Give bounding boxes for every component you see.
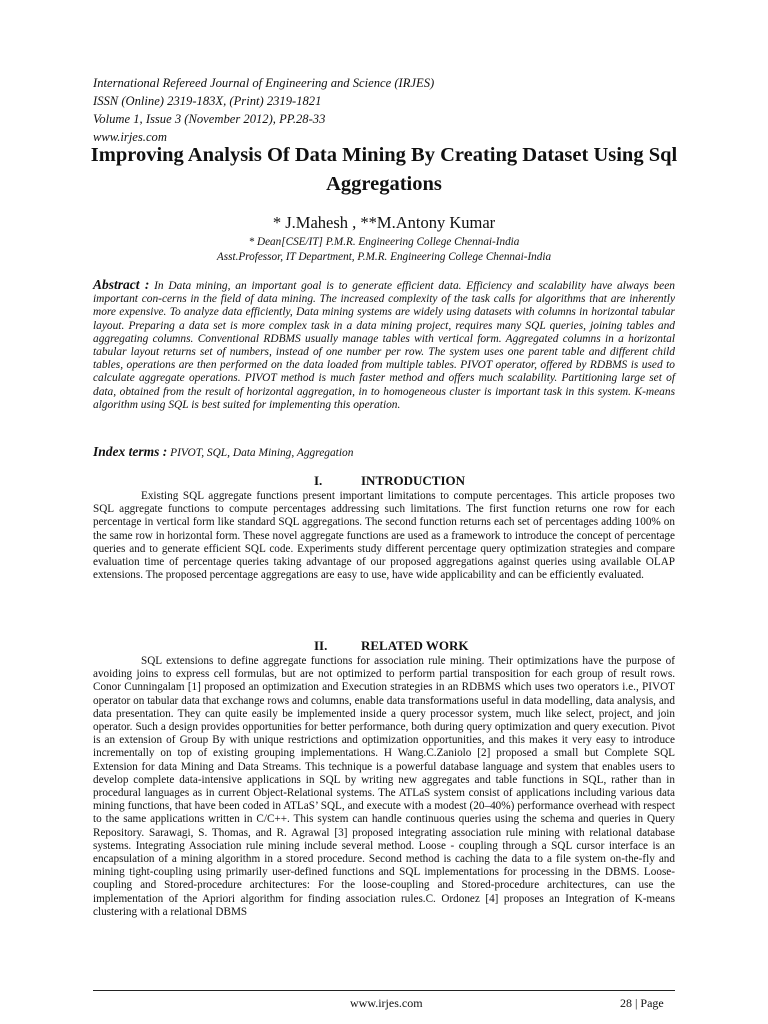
index-terms-label: Index terms : [93, 444, 168, 459]
page-number: 28 | Page [620, 996, 664, 1010]
affiliation-2: Asst.Professor, IT Department, P.M.R. Engineering College Chennai-India [216, 251, 552, 263]
journal-header [93, 74, 693, 146]
introduction-paragraph: Existing SQL aggregate functions present important limitations to compute percentages. This article proposes two SQL aggregate functions to compute percentages addressing such limitations. The first function returns one row for each percentage in vertical form like standard SQL aggregations. The second function returns each set of percentages adding 100% on the same row in horizontal form. These novel aggregate functions are used as a framework to introduce the concept of percentage queries and to generate efficient SQL code. Experiments study different percentage query optimization strategies and compare evaluation time of percentage queries taking advantage of our proposed aggregations against queries using available OLAP extensions. The proposed percentage aggregations are easy to use, have wide applicability and can be efficiently evaluated. [93, 490, 675, 582]
journal-name: International Refereed Journal of Engineering and Science (IRJES) [93, 76, 435, 90]
abstract-label: Abstract : [93, 277, 150, 292]
author-affiliations [80, 235, 688, 265]
related-work-paragraph: SQL extensions to define aggregate functions for association rule mining. Their optimizations have the purpose of avoiding joins to express cell formulas, but are not optimized to perform partial transposition for each group of result rows. Conor Cunningalam [1] proposed an optimization and Execution strategies in an RDBMS which uses two operators i.e., PIVOT operator on tabular data that exchange rows and columns, enable data transformations useful in data modelling, data analysis, and data presentation. They can quite easily be implemented inside a query processor system, much like select, project, and join operator. Such a design provides opportunities for better performance, both during query optimization and query execution. Pivot is an extension of Group By with unique restrictions and optimization opportunities, and this makes it very easy to introduce incrementally on top of existing grouping implementations. H Wang.C.Zaniolo [2] proposed a small but Complete SQL Extension for data Mining and Data Streams. This technique is a powerful database language and system that enables users to develop complete data-intensive applications in SQL by writing new aggregates and table functions in SQL, rather than in procedural languages as in current Object-Relational systems. The ATLaS system consist of applications including various data mining functions, that have been coded in ATLaS’ SQL, and execute with a modest (20–40%) performance overhead with respect to the same applications written in C/C++. This system can handle continuous queries using the schema and queries in Query Repository. Sarawagi, S. Thomas, and R. Agrawal [3] proposed integrating association rule mining with relational database systems. Integrating Association rule mining include several method. Loose - coupling through a SQL cursor interface is an encapsulation of a mining algorithm in a stored procedure. Second method is caching the data to a file system on-the-fly and mining tight-coupling using primarily user-defined functions and SQL implementations for processing in the DBMS. Loose-coupling and Stored-procedure architectures: For the loose-coupling and Stored-procedure architectures, can use the implementation of the Apriori algorithm for finding association rules.C. Ordonez [4] proposes an Integration of K-means clustering with a relational DBMS [93, 655, 675, 918]
footer-url: www.irjes.com [350, 996, 423, 1010]
journal-website: www.irjes.com [93, 130, 167, 144]
section-number: I. [314, 473, 323, 488]
footer-divider [93, 990, 675, 991]
abstract-text: In Data mining, an important goal is to generate efficient data. Efficiency and scalability have always been important con-cerns in the field of data mining. The increased complexity of the task calls for algorithms that are inherently more expensive. To analyze data efficiently, Data mining systems are widely using datasets with columns in horizontal tabular layout. Preparing a data set is more complex task in a data mining project, requires many SQL queries, joining tables and aggregating columns. Conventional RDBMS usually manage tables with vertical form. Aggregated columns in a horizontal tabular layout returns set of numbers, instead of one number per row. The system uses one parent table and different child tables, operations are then performed on the data loaded from multiple tables. PIVOT operator, offered by RDBMS is used to calculate aggregate operations. PIVOT method is much faster method and offers much scalability. Partitioning large set of data, obtained from the result of horizontal aggregation, in to homogeneous cluster is important task in this system. K-means algorithm using SQL is best suited for implementing this operation. [93, 280, 675, 411]
section-title: RELATED WORK [361, 638, 469, 653]
index-terms-text: PIVOT, SQL, Data Mining, Aggregation [170, 447, 354, 459]
section-title: INTRODUCTION [361, 473, 466, 488]
section-number: II. [314, 638, 328, 653]
paper-authors: * J.Mahesh , **M.Antony Kumar [272, 213, 496, 232]
journal-volume: Volume 1, Issue 3 (November 2012), PP.28-33 [93, 112, 326, 126]
abstract [93, 278, 675, 412]
index-terms [93, 444, 675, 461]
paper-title: Improving Analysis Of Data Mining By Creating Dataset Using Sql Aggregations [90, 144, 678, 195]
affiliation-1: * Dean[CSE/IT] P.M.R. Engineering College Chennai-India [248, 236, 520, 248]
journal-issn: ISSN (Online) 2319-183X, (Print) 2319-1821 [93, 94, 322, 108]
